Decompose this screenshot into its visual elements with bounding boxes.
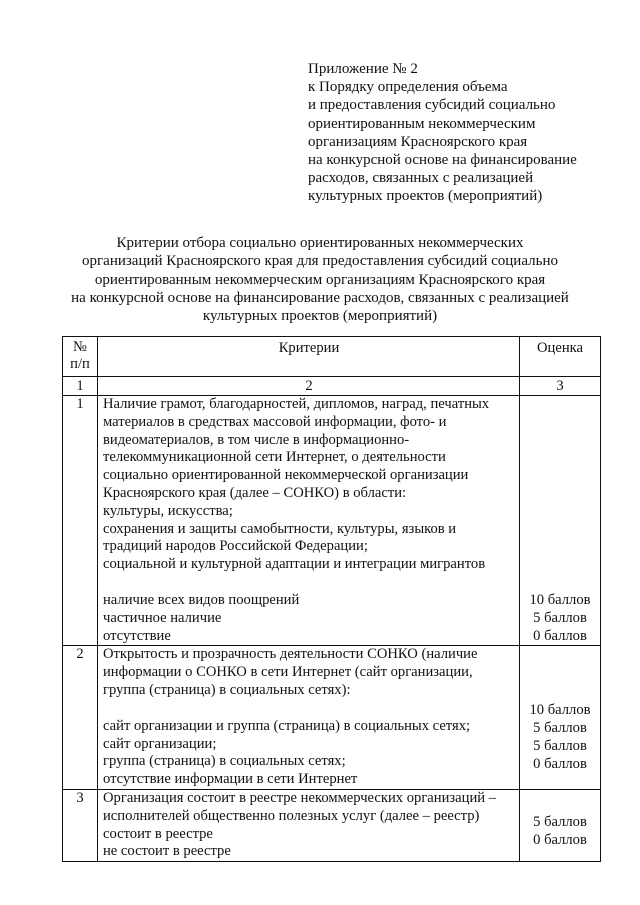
criterion-option: отсутствие — [103, 627, 171, 644]
appendix-line: Приложение № 2 — [308, 61, 418, 77]
column-number: 2 — [98, 377, 520, 396]
criterion-text: Красноярского края (далее – СОНКО) в области: — [103, 484, 407, 501]
document-title — [40, 234, 600, 325]
criterion-option: отсутствие информации в сети Интернет — [103, 771, 358, 788]
appendix-reference — [308, 60, 608, 206]
criterion-text: материалов в средствах массовой информации, фото- и — [103, 413, 447, 430]
row-number: 1 — [63, 396, 98, 646]
score-value: 5 баллов — [533, 609, 587, 626]
appendix-line: организациям Красноярского края — [308, 133, 528, 150]
header-number-symbol: № — [73, 339, 87, 355]
criterion-text: Наличие грамот, благодарностей, дипломов, наград, печатных — [103, 396, 490, 412]
appendix-line: к Порядку определения объема — [308, 79, 508, 96]
score-value: 5 баллов — [533, 813, 587, 830]
criterion-option: не состоит в реестре — [103, 843, 231, 860]
criterion-option: наличие всех видов поощрений — [103, 591, 300, 608]
criteria-table — [62, 336, 601, 862]
score-cell — [520, 789, 601, 861]
table-row — [63, 646, 601, 790]
criterion-cell — [98, 646, 520, 790]
criterion-cell — [98, 396, 520, 646]
criterion-cell — [98, 789, 520, 861]
title-line: Критерии отбора социально ориентированных некоммерческих — [116, 235, 524, 251]
title-line: культурных проектов (мероприятий) — [202, 308, 438, 325]
criterion-text: Открытость и прозрачность деятельности СОНКО (наличие — [103, 646, 478, 663]
criterion-option: частичное наличие — [103, 609, 222, 626]
criterion-option: группа (страница) в социальных сетях; — [103, 753, 346, 770]
column-numbering-row — [63, 377, 601, 396]
criterion-text: социальной и культурной адаптации и интеграции мигрантов — [103, 556, 486, 573]
score-cell — [520, 396, 601, 646]
row-number: 2 — [63, 646, 98, 790]
criterion-text: Организация состоит в реестре некоммерческих организаций – — [103, 789, 497, 806]
criterion-text: группа (страница) в социальных сетях): — [103, 681, 351, 698]
header-criteria: Критерии — [98, 337, 520, 377]
criterion-option: состоит в реестре — [103, 825, 213, 842]
score-value: 0 баллов — [533, 831, 587, 848]
criterion-text: сохранения и защиты самобытности, культуры, языков и — [103, 520, 457, 537]
column-number: 1 — [63, 377, 98, 396]
criterion-text: видеоматериалов, в том числе в информационно- — [103, 431, 410, 448]
score-value: 0 баллов — [533, 627, 587, 644]
column-number: 3 — [520, 377, 601, 396]
score-value: 10 баллов — [529, 592, 591, 608]
appendix-line: культурных проектов (мероприятий) — [308, 188, 543, 205]
criterion-text: культуры, искусства; — [103, 502, 233, 519]
criterion-text: информации о СОНКО в сети Интернет (сайт организации, — [103, 664, 473, 681]
score-value: 10 баллов — [529, 702, 591, 719]
score-value: 0 баллов — [533, 755, 587, 772]
header-number-abbrev: п/п — [70, 356, 90, 372]
score-cell — [520, 646, 601, 790]
title-line: на конкурсной основе на финансирование расходов, связанных с реализацией — [71, 289, 569, 306]
score-value: 5 баллов — [533, 737, 587, 754]
appendix-line: ориентированным некоммерческим — [308, 115, 536, 132]
criterion-text: телекоммуникационной сети Интернет, о деятельности — [103, 449, 446, 466]
title-line: организаций Красноярского края для предоставления субсидий социально — [82, 253, 558, 270]
score-value: 5 баллов — [533, 720, 587, 737]
criterion-text: социально ориентированной некоммерческой организации — [103, 467, 469, 484]
appendix-line: на конкурсной основе на финансирование — [308, 152, 577, 169]
table-row — [63, 789, 601, 861]
appendix-line: расходов, связанных с реализацией — [308, 170, 534, 187]
table-row — [63, 396, 601, 646]
title-line: ориентированным некоммерческим организациям Красноярского края — [94, 271, 546, 288]
criterion-option: сайт организации; — [103, 735, 217, 752]
criterion-text: исполнителей общественно полезных услуг (далее – реестр) — [103, 807, 480, 824]
table-header-row — [63, 337, 601, 377]
criterion-option: сайт организации и группа (страница) в социальных сетях; — [103, 717, 471, 734]
header-number — [63, 337, 98, 377]
header-score: Оценка — [520, 337, 601, 377]
criterion-text: традиций народов Российской Федерации; — [103, 538, 368, 555]
appendix-line: и предоставления субсидий социально — [308, 97, 556, 114]
row-number: 3 — [63, 789, 98, 861]
